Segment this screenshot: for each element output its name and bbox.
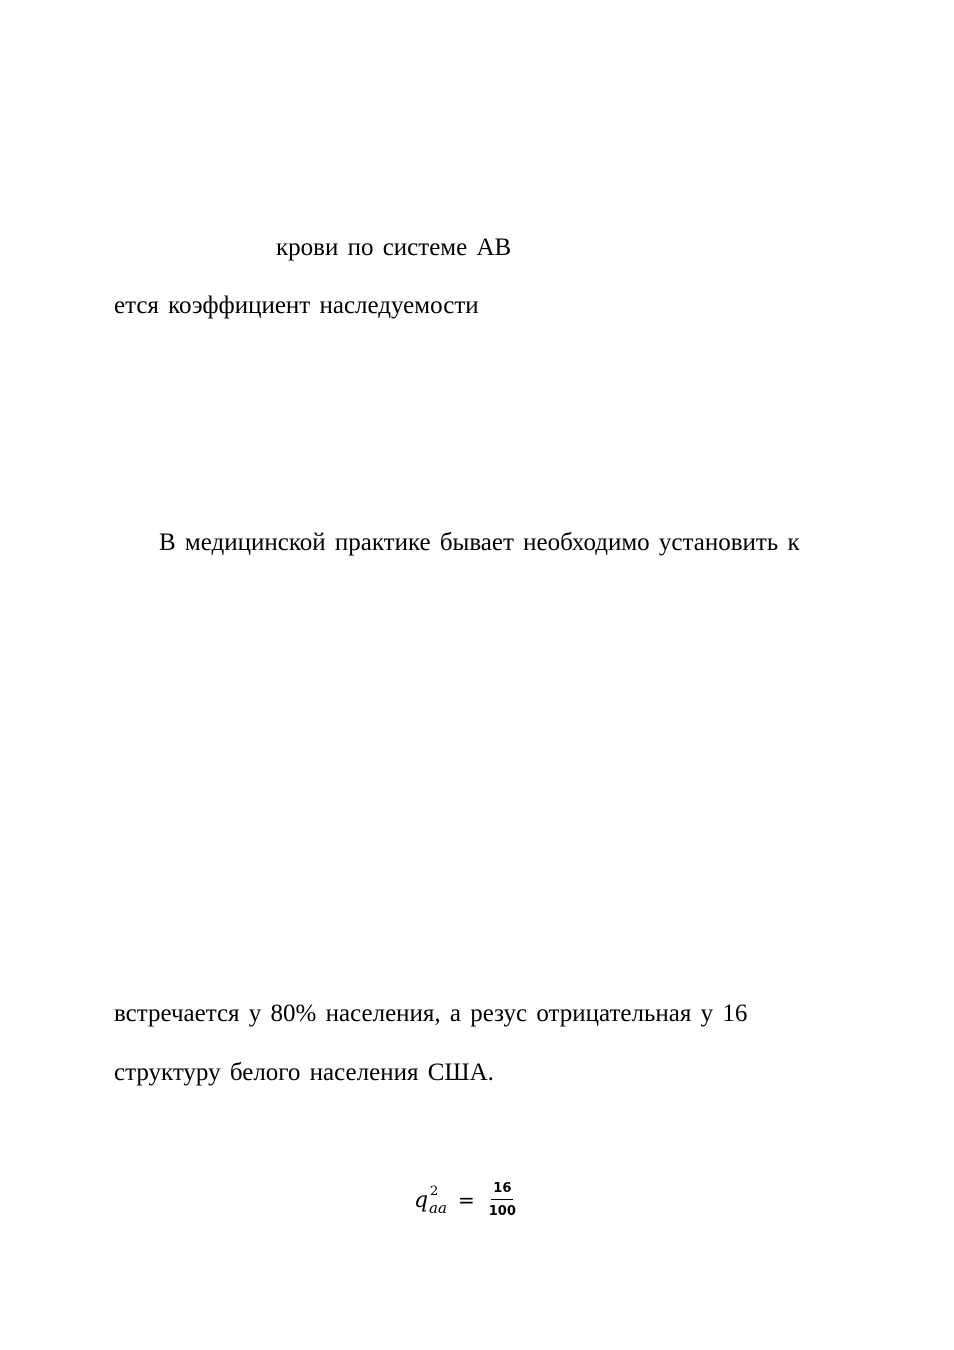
formula-superscript: 2 bbox=[430, 1184, 439, 1199]
formula-denominator: 100 bbox=[488, 1203, 516, 1219]
formula-subscript: aa bbox=[429, 1199, 447, 1217]
formula-numerator: 16 bbox=[491, 1181, 513, 1200]
text-line-1: крови по системе АВ bbox=[276, 234, 512, 261]
text-line-5: структуру белого населения США. bbox=[114, 1059, 494, 1086]
formula bbox=[414, 1174, 517, 1226]
formula-variable bbox=[414, 1180, 452, 1220]
text-line-4: встречается у 80% населения, а резус отрицательная у 16 bbox=[114, 1000, 748, 1027]
text-line-2: ется коэффициент наследуемости bbox=[114, 292, 479, 319]
formula-fraction bbox=[488, 1181, 517, 1220]
formula-base: q bbox=[414, 1188, 429, 1213]
text-line-3: В медицинской практике бывает необходимо установить к bbox=[159, 529, 800, 556]
formula-equals: = bbox=[458, 1188, 475, 1212]
